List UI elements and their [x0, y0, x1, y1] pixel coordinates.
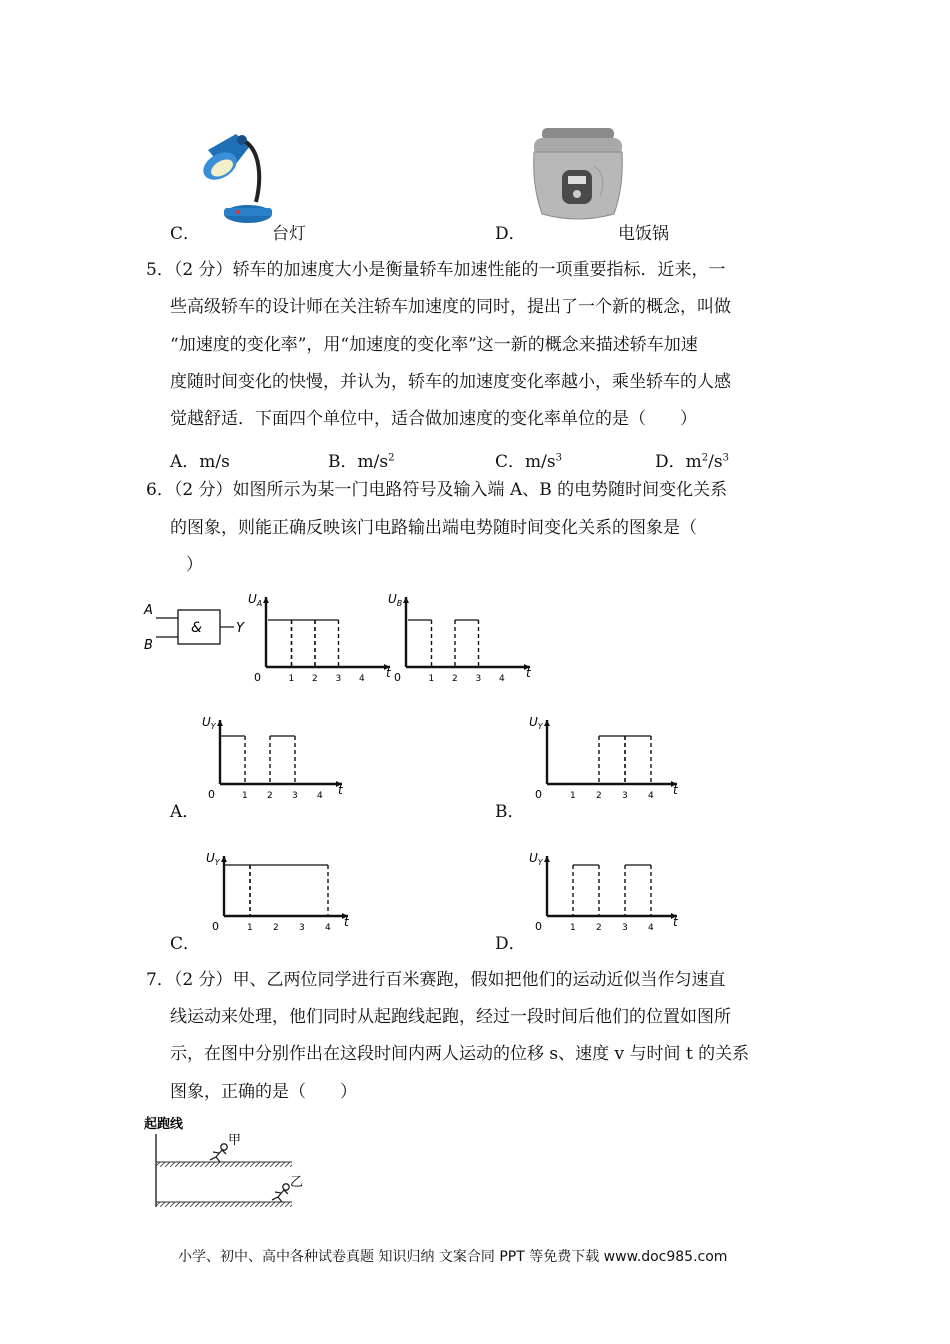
q4-option-d[interactable] [495, 219, 526, 244]
option-letter: D． [655, 452, 686, 472]
runner-b-icon [272, 1184, 289, 1202]
q6-option-a[interactable] [170, 797, 199, 822]
question-text: ） [186, 555, 203, 575]
origin-label: 0 [394, 671, 401, 684]
option-letter: D． [495, 934, 526, 954]
x-axis-label: t [673, 783, 678, 797]
option-exponent: 2 [388, 452, 395, 464]
question-text: 觉越舒适．下面四个单位中，适合做加速度的变化率单位的是（ ） [170, 409, 697, 429]
tick-label: 2 [312, 674, 318, 684]
tick-label: 4 [648, 791, 654, 801]
tick-label: 2 [596, 791, 602, 801]
option-letter: C． [495, 452, 526, 472]
tick-label: 4 [325, 923, 331, 933]
option-unit-base: m [685, 452, 702, 472]
option-letter: A． [170, 802, 200, 822]
option-letter: C． [170, 934, 201, 954]
footer-text: 小学、初中、高中各种试卷真题 知识归纳 文案合同 PPT 等免费下载 www.doc985.com [178, 1249, 728, 1265]
q4-option-c[interactable] [170, 219, 200, 244]
origin-label: 0 [535, 788, 542, 801]
tick-label: 1 [570, 791, 576, 801]
question-text: 轿车的加速度大小是衡量轿车加速性能的一项重要指标．近来，一 [232, 260, 726, 280]
q6-option-c[interactable] [170, 929, 200, 954]
x-axis-label: t [386, 666, 391, 680]
tick-label: 1 [242, 791, 248, 801]
y-axis-label: $U_A$ [248, 592, 263, 608]
y-axis-arrow [221, 856, 227, 862]
y-axis-label: $U_Y$ [529, 851, 543, 867]
option-letter: A． [170, 452, 200, 472]
tick-label: 2 [452, 674, 458, 684]
y-axis-arrow [263, 597, 269, 603]
tick-label: 4 [499, 674, 505, 684]
y-axis-arrow [544, 720, 550, 726]
runner-a-label: 甲 [228, 1133, 242, 1148]
q6-option-d[interactable] [495, 929, 526, 954]
tick-label: 3 [335, 674, 342, 684]
tick-label: 3 [299, 923, 305, 933]
x-axis-label: t [344, 915, 349, 929]
and-gate-diagram [140, 598, 250, 658]
tick-label: 1 [288, 674, 295, 684]
q5-first-line [146, 252, 726, 289]
y-axis-arrow [217, 720, 223, 726]
q6-option-b[interactable] [495, 797, 525, 822]
y-axis-subscript: Y [210, 722, 216, 731]
origin-label: 0 [535, 920, 542, 933]
tick-label: 4 [359, 674, 365, 684]
question-score: （2 分） [173, 260, 233, 280]
question-number: 6． [146, 480, 174, 500]
tick-label: 1 [570, 923, 576, 933]
q5-option-b[interactable] [328, 447, 394, 472]
option-unit: m/s [199, 452, 230, 472]
question-score: （2 分） [173, 970, 233, 990]
gate-input-a-label: A [144, 603, 153, 618]
origin-label: 0 [254, 671, 261, 684]
gate-input-b-label: B [144, 638, 153, 653]
origin-label: 0 [212, 920, 219, 933]
graph-ub [386, 585, 536, 690]
option-b-graph [523, 698, 683, 808]
option-exponent: 3 [555, 452, 562, 464]
option-a-graph [198, 698, 348, 808]
q6-first-line [146, 472, 727, 509]
q4-option-c-label: 台灯 [272, 224, 306, 244]
option-unit: /s [708, 452, 723, 472]
q4-option-d-label: 电饭锅 [618, 224, 669, 244]
tick-label: 3 [622, 923, 628, 933]
graph-ua [246, 585, 396, 690]
y-axis-label: $U_Y$ [529, 715, 543, 731]
question-text: “加速度的变化率”，用“加速度的变化率”这一新的概念来描述轿车加速 [170, 335, 698, 355]
option-letter: C． [170, 224, 201, 244]
q7-first-line [146, 962, 726, 999]
question-text: 线运动来处理，他们同时从起跑线起跑，经过一段时间后他们的位置如图所 [170, 1007, 731, 1027]
question-number: 5． [146, 260, 174, 280]
runner-a-icon [210, 1144, 227, 1162]
question-score: （2 分） [173, 480, 233, 500]
option-d-graph [523, 830, 683, 940]
option-letter: B． [495, 802, 525, 822]
y-axis-subscript: Y [214, 858, 220, 867]
tick-label: 2 [596, 923, 602, 933]
x-axis-label: t [526, 666, 531, 680]
y-axis-subscript: Y [537, 722, 543, 731]
question-number: 7． [146, 970, 174, 990]
question-text: 图象，正确的是（ ） [170, 1082, 357, 1102]
tick-label: 2 [267, 791, 273, 801]
y-axis-label: $U_Y$ [202, 715, 216, 731]
tick-label: 1 [247, 923, 253, 933]
y-axis-subscript: Y [537, 858, 543, 867]
y-axis-subscript: A [256, 599, 263, 608]
tick-label: 3 [292, 791, 298, 801]
rice-cooker-image [528, 126, 628, 226]
option-unit: m/s [357, 452, 389, 472]
option-exponent: 2 [701, 452, 709, 464]
runner-b-label: 乙 [290, 1175, 304, 1190]
gate-output-label: Y [236, 621, 244, 636]
desk-lamp-image [198, 128, 274, 228]
tick-label: 3 [475, 674, 482, 684]
tick-label: 3 [622, 791, 628, 801]
q5-option-d[interactable] [655, 447, 729, 472]
question-text: 甲、乙两位同学进行百米赛跑，假如把他们的运动近似当作匀速直 [232, 970, 726, 990]
question-text: 示，在图中分别作出在这段时间内两人运动的位移 s、速度 v 与时间 t 的关系 [170, 1044, 750, 1064]
option-letter: D． [495, 224, 526, 244]
tick-label: 4 [648, 923, 654, 933]
question-text: 的图象，则能正确反映该门电路输出端电势随时间变化关系的图象是（ [170, 518, 697, 538]
y-axis-arrow [544, 856, 550, 862]
x-axis-label: t [338, 783, 343, 797]
race-figure [140, 1112, 310, 1217]
y-axis-subscript: B [396, 599, 403, 608]
option-exponent: 3 [722, 452, 729, 464]
origin-label: 0 [208, 788, 215, 801]
y-axis-label: $U_Y$ [206, 851, 220, 867]
q5-option-a[interactable] [170, 447, 230, 472]
lane-b-ground [156, 1202, 292, 1207]
question-text: 如图所示为某一门电路符号及输入端 A、B 的电势随时间变化关系 [232, 480, 728, 500]
start-line-label: 起跑线 [144, 1117, 184, 1132]
y-axis-arrow [403, 597, 409, 603]
option-letter: B． [328, 452, 358, 472]
question-text: 度随时间变化的快慢，并认为，轿车的加速度变化率越小，乘坐轿车的人感 [170, 372, 731, 392]
option-c-graph [198, 830, 353, 940]
x-axis-label: t [673, 915, 678, 929]
tick-label: 2 [273, 923, 279, 933]
option-unit: m/s [525, 452, 556, 472]
gate-symbol: & [191, 620, 202, 636]
tick-label: 4 [317, 791, 323, 801]
tick-label: 1 [428, 674, 435, 684]
question-text: 些高级轿车的设计师在关注轿车加速度的同时，提出了一个新的概念，叫做 [170, 297, 731, 317]
q5-option-c[interactable] [495, 447, 562, 472]
y-axis-label: $U_B$ [388, 592, 403, 608]
lane-a-ground [156, 1162, 292, 1167]
